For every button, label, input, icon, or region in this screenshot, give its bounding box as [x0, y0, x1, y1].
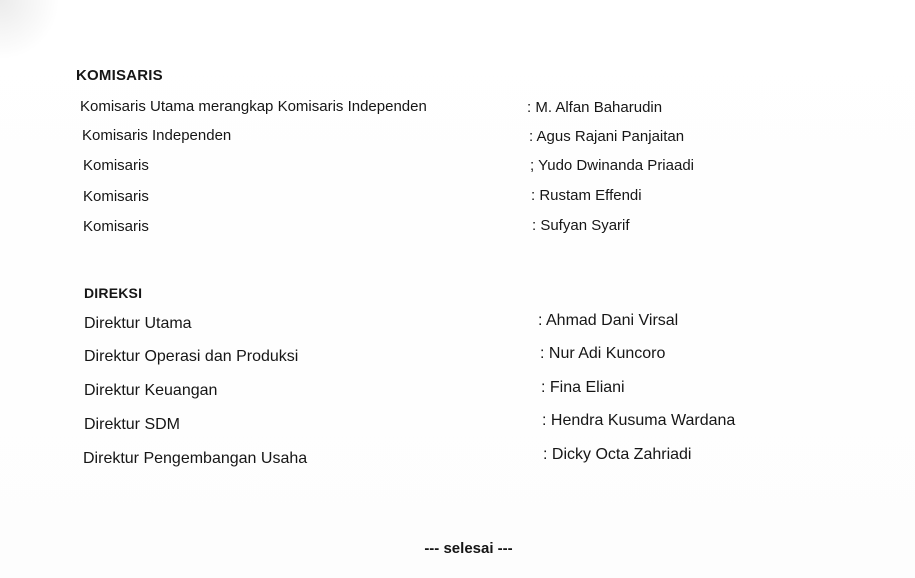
direksi-row-value: : Nur Adi Kuncoro	[540, 345, 666, 362]
komisaris-row-label: Komisaris	[83, 188, 149, 205]
direksi-row-label: Direktur Operasi dan Produksi	[84, 348, 299, 365]
page-corner-shadow	[0, 0, 60, 60]
komisaris-row-label: Komisaris Utama merangkap Komisaris Independen	[80, 98, 427, 115]
document-end-marker	[0, 540, 915, 557]
direksi-row-label: Direktur Keuangan	[84, 382, 218, 399]
direksi-row-value: : Ahmad Dani Virsal	[538, 312, 679, 329]
komisaris-row-value: : Agus Rajani Panjaitan	[529, 128, 685, 145]
direksi-row-label: Direktur Pengembangan Usaha	[83, 450, 308, 467]
komisaris-row-label: Komisaris	[83, 157, 149, 174]
komisaris-row-value: ; Yudo Dwinanda Priaadi	[530, 157, 695, 174]
komisaris-row-label: Komisaris Independen	[82, 127, 232, 144]
direksi-row-value: : Fina Eliani	[541, 379, 625, 396]
document-end-text: --- selesai ---	[424, 540, 513, 557]
direksi-row-label: Direktur Utama	[84, 315, 192, 332]
komisaris-row-value: : M. Alfan Baharudin	[527, 99, 663, 116]
direksi-row-label: Direktur SDM	[84, 416, 181, 433]
komisaris-row-label: Komisaris	[83, 218, 149, 235]
direksi-row-value: : Dicky Octa Zahriadi	[543, 446, 692, 463]
direksi-heading: DIREKSI	[84, 285, 143, 301]
komisaris-heading: KOMISARIS	[76, 67, 163, 84]
komisaris-row-value: : Rustam Effendi	[531, 187, 642, 204]
direksi-row-value: : Hendra Kusuma Wardana	[542, 412, 736, 429]
komisaris-row-value: : Sufyan Syarif	[532, 217, 630, 234]
